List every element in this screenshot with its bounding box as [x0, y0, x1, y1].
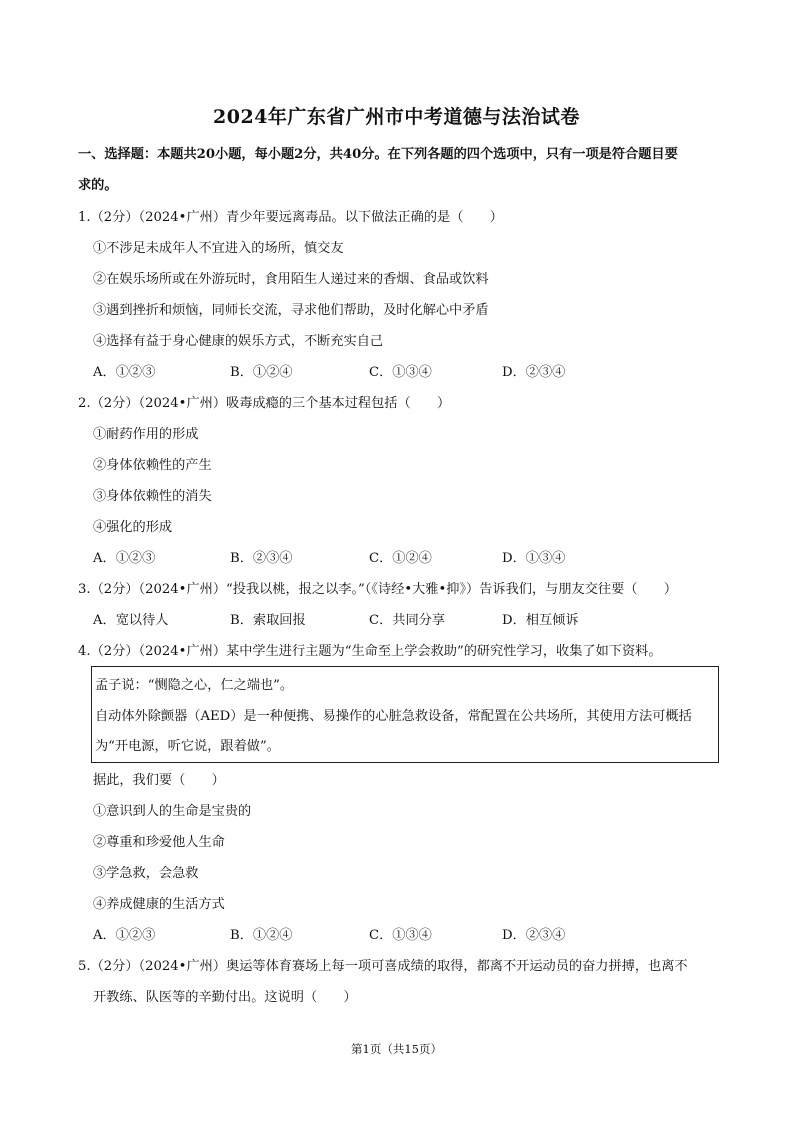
question-2-item: ②身体依赖性的产生: [93, 458, 212, 473]
question-2-option-d: D．①③④: [502, 551, 566, 566]
question-1-item: ②在娱乐场所或在外游玩时，食用陌生人递过来的香烟、食品或饮料: [93, 272, 489, 287]
question-4-option-d: D．②③④: [502, 928, 566, 943]
question-4-option-a: A．①②③: [93, 928, 156, 943]
material-line: 为“开电源，听它说，跟着做”。: [95, 739, 280, 754]
question-4-item: ②尊重和珍爱他人生命: [93, 835, 225, 850]
question-4-ask: 据此，我们要（ ）: [93, 773, 225, 788]
question-4-option-c: C．①③④: [369, 928, 432, 943]
question-1-option-d: D．②③④: [502, 365, 566, 380]
question-4-option-b: B．①②④: [230, 928, 293, 943]
question-4-item: ③学急救，会急救: [93, 866, 199, 881]
material-line: 自动体外除颤器（AED）是一种便携、易操作的心脏急救设备，常配置在公共场所，其使用方法可概括: [95, 709, 692, 724]
question-4-item: ④养成健康的生活方式: [93, 897, 225, 912]
question-2-option-a: A．①②③: [93, 551, 156, 566]
question-1-item: ①不涉足未成年人不宜进入的场所，慎交友: [93, 241, 344, 256]
exam-title: 2024年广东省广州市中考道德与法治试卷: [213, 106, 580, 128]
question-3-option-a: A．宽以待人: [93, 613, 169, 628]
page-footer: 第1页（共15页）: [351, 1042, 442, 1056]
question-3-option-b: B．索取回报: [230, 613, 306, 628]
question-1-item: ④选择有益于身心健康的娱乐方式，不断充实自己: [93, 334, 384, 349]
question-5-stem-cont: 开教练、队医等的辛勤付出。这说明（ ）: [93, 990, 357, 1005]
question-3-option-c: C．共同分享: [369, 613, 446, 628]
question-1-option-a: A．①②③: [93, 365, 156, 380]
question-1-stem: 1.（2分）（2024•广州）青少年要远离毒品。以下做法正确的是（ ）: [78, 210, 503, 225]
question-3-stem: 3.（2分）（2024•广州）“投我以桃，报之以李。”（《诗经•大雅•抑》）告诉我们，与朋友交往要（ ）: [78, 582, 678, 597]
material-box: [91, 666, 719, 763]
question-2-stem: 2.（2分）（2024•广州）吸毒成瘾的三个基本过程包括（ ）: [78, 396, 451, 411]
question-2-item: ④强化的形成: [93, 520, 173, 535]
question-2-option-c: C．①②④: [369, 551, 432, 566]
question-5-stem: 5.（2分）（2024•广州）奥运等体育赛场上每一项可喜成绩的取得，都离不开运动员的奋力拼搏，也离不: [78, 959, 688, 974]
question-2-item: ③身体依赖性的消失: [93, 489, 212, 504]
question-4-item: ①意识到人的生命是宝贵的: [93, 804, 252, 819]
question-1-option-b: B．①②④: [230, 365, 293, 380]
question-3-option-d: D．相互倾诉: [502, 613, 579, 628]
section-heading-cont: 求的。: [78, 178, 118, 193]
material-line: 孟子说：“恻隐之心，仁之端也”。: [95, 678, 294, 693]
section-heading: 一、选择题：本题共20小题，每小题2分，共40分。在下列各题的四个选项中，只有一项是符合题目要: [78, 147, 678, 162]
question-1-option-c: C．①③④: [369, 365, 432, 380]
question-1-item: ③遇到挫折和烦恼，同师长交流，寻求他们帮助，及时化解心中矛盾: [93, 303, 489, 318]
question-2-item: ①耐药作用的形成: [93, 427, 199, 442]
question-2-option-b: B．②③④: [230, 551, 293, 566]
question-4-stem: 4.（2分）（2024•广州）某中学生进行主题为“生命至上学会救助”的研究性学习，收集了如下资料。: [78, 644, 662, 659]
